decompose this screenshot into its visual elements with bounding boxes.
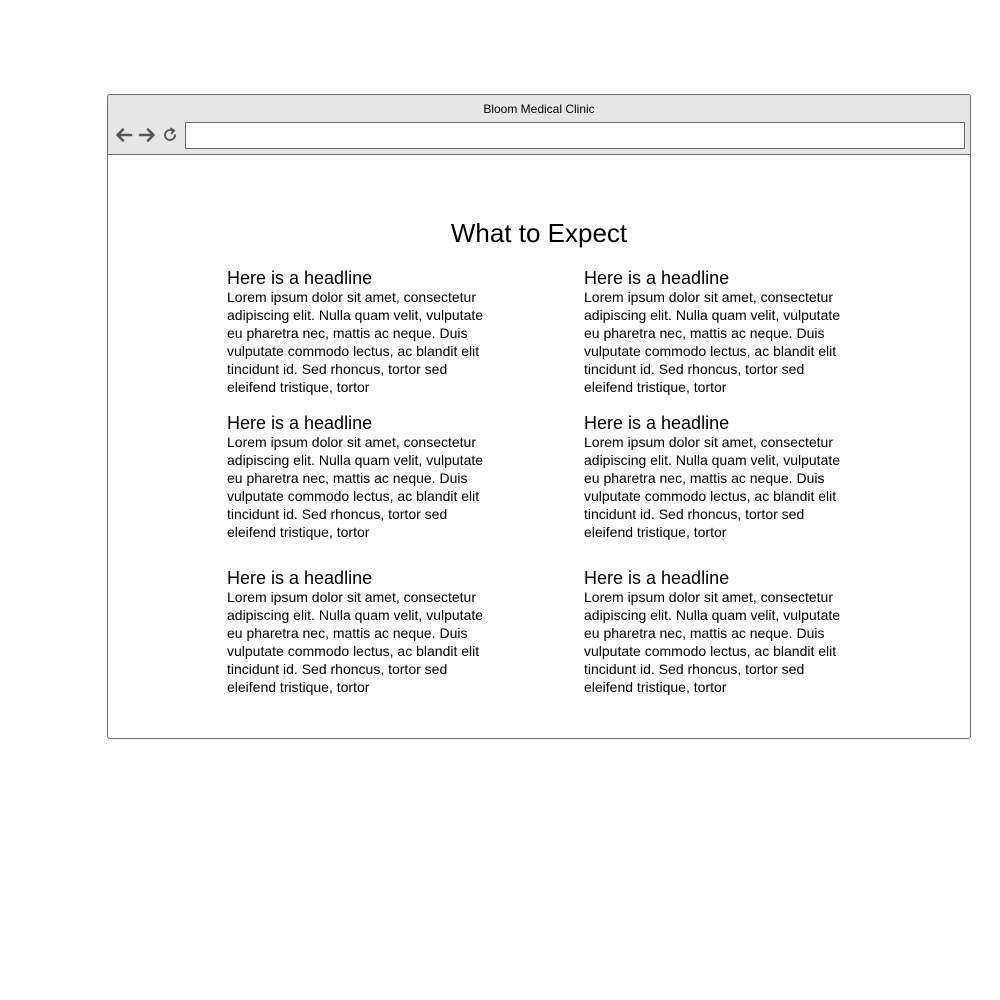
card-body: Lorem ipsum dolor sit amet, consectetur adipiscing elit. Nulla quam velit, vulputate eu pharetra nec, mattis ac neque. Duis vulputate commodo lectus, ac blandit elit tincidunt id. Sed rhoncus, tortor sed eleifend tristique, tortor <box>227 289 484 395</box>
card-body: Lorem ipsum dolor sit amet, consectetur adipiscing elit. Nulla quam velit, vulputate eu pharetra nec, mattis ac neque. Duis vulputate commodo lectus, ac blandit elit tincidunt id. Sed rhoncus, tortor sed eleifend tristique, tortor <box>584 434 841 540</box>
browser-window <box>107 94 971 739</box>
browser-toolbar <box>108 95 970 155</box>
feature-card <box>584 568 854 696</box>
address-bar-input[interactable] <box>185 122 965 149</box>
card-body: Lorem ipsum dolor sit amet, consectetur adipiscing elit. Nulla quam velit, vulputate eu pharetra nec, mattis ac neque. Duis vulputate commodo lectus, ac blandit elit tincidunt id. Sed rhoncus, tortor sed eleifend tristique, tortor <box>584 289 841 395</box>
page-content <box>108 155 970 739</box>
feature-card <box>584 268 854 396</box>
card-body: Lorem ipsum dolor sit amet, consectetur adipiscing elit. Nulla quam velit, vulputate eu pharetra nec, mattis ac neque. Duis vulputate commodo lectus, ac blandit elit tincidunt id. Sed rhoncus, tortor sed eleifend tristique, tortor <box>227 434 484 540</box>
card-headline: Here is a headline <box>227 413 373 433</box>
card-body: Lorem ipsum dolor sit amet, consectetur adipiscing elit. Nulla quam velit, vulputate eu pharetra nec, mattis ac neque. Duis vulputate commodo lectus, ac blandit elit tincidunt id. Sed rhoncus, tortor sed eleifend tristique, tortor <box>584 589 841 695</box>
window-title: Bloom Medical Clinic <box>483 102 595 116</box>
feature-card <box>227 268 497 396</box>
card-headline: Here is a headline <box>227 268 373 288</box>
feature-card <box>227 413 497 541</box>
card-headline: Here is a headline <box>227 568 373 588</box>
page-title: What to Expect <box>450 218 628 248</box>
card-headline: Here is a headline <box>584 568 730 588</box>
card-headline: Here is a headline <box>584 268 730 288</box>
reload-icon[interactable] <box>160 124 180 146</box>
card-headline: Here is a headline <box>584 413 730 433</box>
arrow-left-icon[interactable] <box>114 124 134 146</box>
card-body: Lorem ipsum dolor sit amet, consectetur adipiscing elit. Nulla quam velit, vulputate eu pharetra nec, mattis ac neque. Duis vulputate commodo lectus, ac blandit elit tincidunt id. Sed rhoncus, tortor sed eleifend tristique, tortor <box>227 589 484 695</box>
feature-card <box>584 413 854 541</box>
arrow-right-icon[interactable] <box>137 124 157 146</box>
feature-card <box>227 568 497 696</box>
